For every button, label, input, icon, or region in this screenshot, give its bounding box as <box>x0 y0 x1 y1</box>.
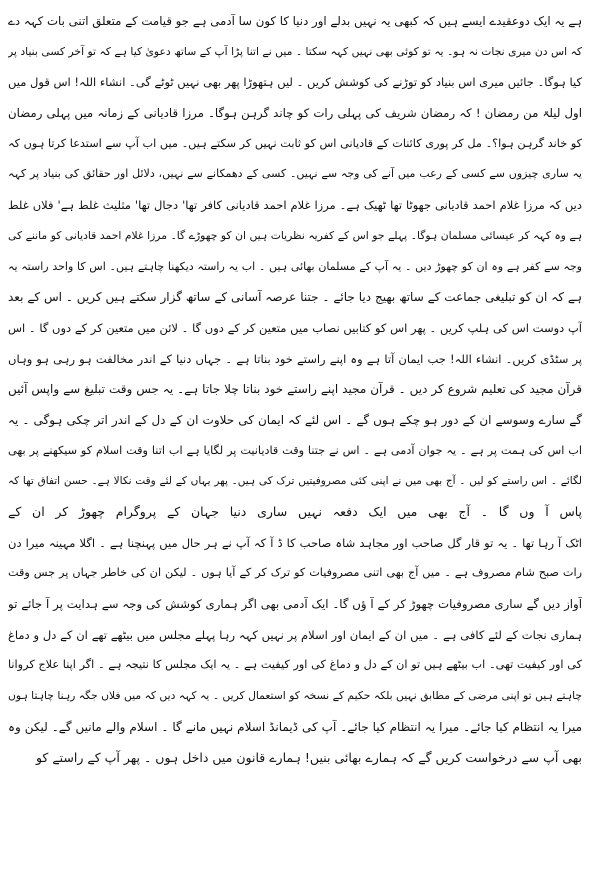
text-line: رات صبح شام مصروف ہے ۔ میں آج بھی اتنی مصروفیات کو ترک کر کے آیا ہوں ۔ لیکن ان کی خاطر جہاں پر جس وقت <box>8 566 582 580</box>
text-line: اٹک آ رہا تھا ۔ یہ تو قار گل صاحب اور مجاہد شاہ صاحب کا ڈ آ کہ آپ نے ہر حال میں پہنچنا ہے ۔ اگلا مہینہ میرا دن <box>8 535 582 550</box>
text-line: قرآن مجید کی تعلیم شروع کر دیں ۔ قرآن مجید اپنے راستے خود بناتا چلا جاتا ہے۔ یہ جس وقت تبلیغ سے واپس آئیں <box>8 382 582 397</box>
text-line: گے سارے وسوسے ان کے دور ہو چکے ہوں گے ۔ اس لئے کہ ایمان کی حلاوت ان کے دل کے اندر اتر چکی ہوگی ۔ یہ <box>8 412 582 427</box>
text-line: آواز دیں گے ساری مصروفیات چھوڑ کر کے آ ؤں گا۔ ایک آدمی بھی اگر ہماری کوشش کی وجہ سے ہدایت پر آ جائے تو <box>8 597 582 612</box>
text-line: ہے وہ کہہ کر عیسائی مسلمان ہوگا۔ پہلے جو اس کے کفریہ نظریات ہیں ان کو چھوڑے گا۔ مرزا غلام احمد قادیانی کو ماننے کی <box>8 228 582 242</box>
text-line: میرا یہ انتظام کیا جائے۔ میرا یہ انتظام کیا جائے۔ آپ کی ڈیمانڈ اسلام نہیں مانے گا ۔ اسلام والے مانیں گے۔ لیکن وہ <box>8 719 582 734</box>
text-line: ہے کہ ان کو تبلیغی جماعت کے ساتھ بھیج دیا جائے ۔ جتنا عرصہ آسانی کے ساتھ گزار سکتے ہیں کریں ۔ اس کے بعد <box>8 290 582 305</box>
text-line: کی اور کیفیت تھی۔ اب بیٹھے ہیں تو ان کے دل و دماغ کی اور کیفیت ہے ۔ یہ ایک مجلس کا نتیجہ ہے ۔ اگر اپنا علاج کروانا <box>8 658 582 672</box>
text-line: دیں کہ مرزا غلام احمد قادیانی جھوٹا تھا ٹھیک ہے۔ مرزا غلام احمد قادیانی کافر تھا' دجال تھا' مثلیث غلط ہے' فلاں غلط <box>8 198 582 213</box>
text-line: پاس آ وں گا ۔ آج بھی میں ایک دفعہ نہیں ساری دنیا جہان کے پروگرام چھوڑ کر ان کے <box>8 504 582 519</box>
text-line: اول لیلۃ من رمضان ! کہ رمضان شریف کی پہلی رات کو چاند گرہن ہوگا۔ مرزا قادیانی کے زمانہ میں پہلی رمضان <box>8 106 582 121</box>
text-line: یہ ساری چیزوں سے کسی کے رعب میں آنے کی وجہ سے نہیں۔ کسی کے دھمکانے سے نہیں، دلائل اور حقائق کی بنیاد پر کہہ <box>8 167 582 181</box>
text-line: آپ دوست اس کی ہلپ کریں ۔ پھر اس کو کتابیں نصاب میں متعین کر کے دوں گا ۔ لائن میں متعین کر کے دوں گا ۔ اس <box>8 320 582 335</box>
text-line: اب اس کی ہمت پر ہے ۔ یہ جوان آدمی ہے ۔ اس نے جتنا وقت قادیانیت پر لگایا ہے اب اتنا وقت اسلام کو سیکھنے پر بھی <box>8 443 582 457</box>
text-line: بھی آپ سے درخواست کریں گے کہ ہمارے بھائی بنیں! ہمارے قانون میں داخل ہوں ۔ پھر آپ کے راستے کو <box>35 749 582 765</box>
text-line: کہ اس دن میری نجات نہ ہو۔ یہ تو کوئی بھی نہیں کہہ سکتا ۔ میں نے اتنا پڑا آپ کے ساتھ دعویٰ کیا ہے کہ تو آخر کسی بنیاد پر <box>8 44 582 58</box>
urdu-text-body <box>8 6 582 773</box>
text-line: کو خاند گرہن ہوا؟۔ مل کر پوری کائنات کے قادیانی اس کو ثابت نہیں کر سکتے ہیں۔ میں اب آپ سے استدعا کرتا ہوں کہ <box>8 136 582 150</box>
text-line: ہے یہ ایک دوعقیدے ایسے ہیں کہ کبھی یہ نہیں بدلے اور دنیا کا کون سا آدمی ہے جو قیامت کے متعلق اتنی بات کہہ دے <box>8 14 582 28</box>
text-line: پر سٹڈی کریں۔ انشاء اللہ! جب ایمان آتا ہے وہ اپنے راستے خود بناتا ہے ۔ جہاں دنیا کے اندر مخالفت ہو رہی ہو وہاں <box>8 351 582 366</box>
text-line: لگائے ۔ اس راستے کو لیں ۔ آج بھی میں نے اپنی کئی مصروفیتیں ترک کی ہیں۔ پھر یہاں کے لئے وقت نکالا ہے۔ حسن اتفاق تھا کہ <box>8 475 582 488</box>
text-line: ہماری نجات کے لئے کافی ہے ۔ میں ان کے ایمان اور اسلام پر نہیں کہہ رہا پہلے مجلس میں بیٹھے تھے ان کے دل و دماغ <box>8 627 582 642</box>
text-line: کیا ہوگا۔ جائیں میری اس بنیاد کو توڑنے کی کوشش کریں ۔ لیں ہتھوڑا پھر بھی نہیں ٹوٹے گی۔ انشاء اللہ! اس قول میں <box>8 75 582 90</box>
text-line: وجہ سے کفر ہے وہ ان کو چھوڑ دیں ۔ یہ آپ کے مسلمان بھائی ہیں ۔ اب یہ راستہ دیکھنا چاہتے ہیں۔ اس کا واحد راستہ یہ <box>8 259 582 273</box>
text-line: چاہتے ہیں تو اپنی مرضی کے مطابق نہیں بلکہ حکیم کے نسخہ کو استعمال کریں ۔ یہ کہہ دیں کہ میں فلاں جگہ رہنا چاہتا ہوں <box>8 689 582 703</box>
